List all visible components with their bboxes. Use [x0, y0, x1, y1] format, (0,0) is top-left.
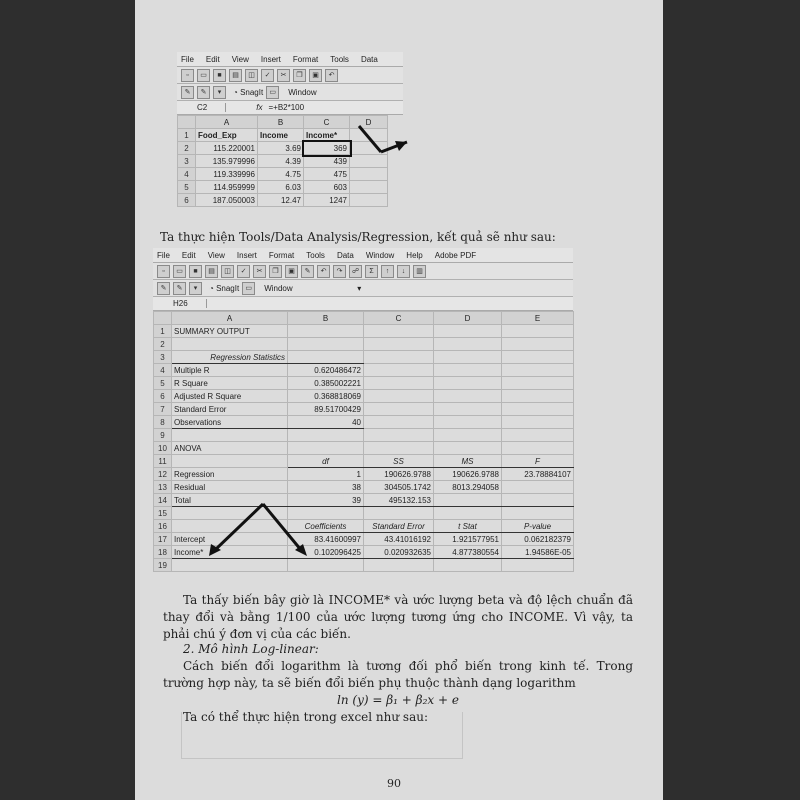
- menu-item-insert[interactable]: Insert: [260, 54, 281, 64]
- sort-asc-icon[interactable]: ↑: [381, 265, 394, 278]
- cell[interactable]: [288, 559, 364, 572]
- table-row: [154, 351, 574, 364]
- cell[interactable]: [434, 325, 502, 338]
- cell[interactable]: 39: [288, 494, 364, 507]
- menu-item-tools[interactable]: Tools: [306, 250, 325, 260]
- row-header[interactable]: 17: [154, 533, 172, 546]
- cell[interactable]: [502, 507, 574, 520]
- cell[interactable]: [502, 481, 574, 494]
- print-icon[interactable]: ▤: [205, 265, 218, 278]
- cell[interactable]: 6.03: [258, 181, 304, 194]
- cell[interactable]: [172, 559, 288, 572]
- menu-item-data[interactable]: Data: [360, 54, 378, 64]
- window-dropdown[interactable]: Window: [264, 283, 293, 293]
- cell[interactable]: [434, 351, 502, 364]
- chart-icon[interactable]: ▥: [413, 265, 426, 278]
- table-row: [154, 468, 574, 481]
- menu-item-view[interactable]: View: [207, 250, 225, 260]
- row-header[interactable]: 6: [154, 390, 172, 403]
- table-row: [154, 390, 574, 403]
- cell[interactable]: 4.75: [258, 168, 304, 181]
- cell[interactable]: MS: [434, 455, 502, 468]
- column-header[interactable]: [178, 116, 196, 129]
- column-header[interactable]: B: [288, 312, 364, 325]
- cell[interactable]: [288, 429, 364, 442]
- formula-input[interactable]: [207, 298, 573, 310]
- cell[interactable]: 603: [304, 181, 350, 194]
- menu-item-file[interactable]: File: [157, 250, 170, 260]
- row-header[interactable]: 19: [154, 559, 172, 572]
- cell[interactable]: Standard Error: [172, 403, 288, 416]
- cell[interactable]: t Stat: [434, 520, 502, 533]
- cell[interactable]: 40: [288, 416, 364, 429]
- formula-input[interactable]: =+B2*100: [268, 103, 305, 112]
- cell[interactable]: [172, 338, 288, 351]
- copy-icon[interactable]: ❐: [269, 265, 282, 278]
- screenshot-placeholder: [181, 712, 463, 759]
- arrow-annotation-2: [195, 500, 325, 560]
- fx-icon: fx: [256, 103, 263, 112]
- cell[interactable]: 3.69: [258, 142, 304, 155]
- cell[interactable]: [502, 338, 574, 351]
- cell[interactable]: [502, 325, 574, 338]
- cell[interactable]: [364, 403, 434, 416]
- cell[interactable]: [434, 559, 502, 572]
- row-header[interactable]: 11: [154, 455, 172, 468]
- open-icon[interactable]: ▭: [173, 265, 186, 278]
- row-header[interactable]: 1: [178, 129, 196, 142]
- cell[interactable]: [502, 429, 574, 442]
- cell[interactable]: 0.020932635: [364, 546, 434, 559]
- cell[interactable]: Adjusted R Square: [172, 390, 288, 403]
- column-header[interactable]: [154, 312, 172, 325]
- cell[interactable]: [364, 429, 434, 442]
- new-icon[interactable]: ▫: [157, 265, 170, 278]
- table-row: [154, 455, 574, 468]
- row-header[interactable]: 3: [154, 351, 172, 364]
- column-header[interactable]: C: [364, 312, 434, 325]
- cell[interactable]: 190626.9788: [364, 468, 434, 481]
- column-header[interactable]: A: [172, 312, 288, 325]
- cell[interactable]: [364, 338, 434, 351]
- column-header[interactable]: C: [304, 116, 350, 129]
- cell[interactable]: [502, 442, 574, 455]
- section-heading: 2. Mô hình Log-linear:: [183, 642, 319, 656]
- cell[interactable]: [434, 416, 502, 429]
- table-row: [154, 442, 574, 455]
- snagit-toolbar-2: [153, 280, 573, 297]
- menu-item-adobe-pdf[interactable]: Adobe PDF: [434, 250, 477, 260]
- cell[interactable]: 1247: [304, 194, 350, 207]
- row-header[interactable]: 14: [154, 494, 172, 507]
- paragraph-3: Ta có thể thực hiện trong excel như sau:: [183, 710, 429, 724]
- standard-toolbar: [177, 67, 403, 84]
- open-icon[interactable]: ▭: [197, 69, 210, 82]
- menu-item-edit[interactable]: Edit: [205, 54, 220, 64]
- cut-icon[interactable]: ✂: [253, 265, 266, 278]
- cell[interactable]: [502, 416, 574, 429]
- spell-icon[interactable]: ✓: [261, 69, 274, 82]
- formula-bar: [177, 101, 403, 115]
- formula-bar-2: [153, 297, 573, 311]
- cell[interactable]: Regression Statistics: [172, 351, 288, 364]
- snagit-button[interactable]: ◔ SnagIt: [233, 87, 264, 97]
- menu-item-data[interactable]: Data: [336, 250, 354, 260]
- cell[interactable]: 1.921577951: [434, 533, 502, 546]
- cell[interactable]: Intercept: [172, 533, 288, 546]
- cell[interactable]: 439: [304, 155, 350, 168]
- cell[interactable]: Income: [258, 129, 304, 142]
- cell[interactable]: [434, 364, 502, 377]
- row-header[interactable]: 15: [154, 507, 172, 520]
- row-header[interactable]: 4: [178, 168, 196, 181]
- row-header[interactable]: 13: [154, 481, 172, 494]
- equation: ln (y) = β₁ + β₂x + e: [337, 693, 459, 707]
- menu-item-file[interactable]: File: [181, 54, 194, 64]
- cell[interactable]: F: [502, 455, 574, 468]
- cell[interactable]: [172, 455, 288, 468]
- row-header[interactable]: 16: [154, 520, 172, 533]
- fill-icon[interactable]: ▾: [213, 86, 226, 99]
- cell[interactable]: [502, 364, 574, 377]
- preview-icon[interactable]: ◫: [221, 265, 234, 278]
- cell[interactable]: Regression: [172, 468, 288, 481]
- arrow-annotation-1: [355, 120, 415, 160]
- cell[interactable]: 0.620486472: [288, 364, 364, 377]
- cell[interactable]: Residual: [172, 481, 288, 494]
- fill-icon[interactable]: ▾: [189, 282, 202, 295]
- row-header[interactable]: 7: [154, 403, 172, 416]
- cell[interactable]: [350, 194, 388, 207]
- cell[interactable]: 114.959999: [196, 181, 258, 194]
- name-box[interactable]: C2: [177, 103, 226, 112]
- row-header[interactable]: 3: [178, 155, 196, 168]
- cell[interactable]: [434, 494, 502, 507]
- cell[interactable]: Food_Exp: [196, 129, 258, 142]
- cell[interactable]: [364, 442, 434, 455]
- cell[interactable]: 369: [304, 142, 350, 155]
- cell[interactable]: [364, 325, 434, 338]
- format-icon[interactable]: ✎: [173, 282, 186, 295]
- table-row: [178, 181, 388, 194]
- column-header[interactable]: B: [258, 116, 304, 129]
- row-header[interactable]: 1: [154, 325, 172, 338]
- cell[interactable]: 38: [288, 481, 364, 494]
- cell[interactable]: [502, 377, 574, 390]
- row-header[interactable]: 5: [178, 181, 196, 194]
- table-row: [154, 364, 574, 377]
- column-header[interactable]: A: [196, 116, 258, 129]
- row-header[interactable]: 12: [154, 468, 172, 481]
- cell[interactable]: [434, 390, 502, 403]
- cell[interactable]: [502, 351, 574, 364]
- cell[interactable]: 495132.153: [364, 494, 434, 507]
- cut-icon[interactable]: ✂: [277, 69, 290, 82]
- draw-icon[interactable]: ✎: [181, 86, 194, 99]
- table-row: [178, 194, 388, 207]
- cell[interactable]: [434, 403, 502, 416]
- cell[interactable]: 8013.294058: [434, 481, 502, 494]
- cell[interactable]: [364, 390, 434, 403]
- cell[interactable]: [364, 507, 434, 520]
- cell[interactable]: 89.51700429: [288, 403, 364, 416]
- table-row: [154, 416, 574, 429]
- save-icon[interactable]: ■: [189, 265, 202, 278]
- cell[interactable]: [288, 338, 364, 351]
- cell[interactable]: [172, 429, 288, 442]
- table-row: [154, 481, 574, 494]
- cell[interactable]: 23.78884107: [502, 468, 574, 481]
- cell[interactable]: [502, 390, 574, 403]
- paste-icon[interactable]: ▣: [309, 69, 322, 82]
- row-header[interactable]: 18: [154, 546, 172, 559]
- undo-icon[interactable]: ↶: [317, 265, 330, 278]
- new-icon[interactable]: ▫: [181, 69, 194, 82]
- table-row: [154, 403, 574, 416]
- cell[interactable]: 187.050003: [196, 194, 258, 207]
- menu-item-help[interactable]: Help: [406, 250, 423, 260]
- cell[interactable]: df: [288, 455, 364, 468]
- table-row: [178, 168, 388, 181]
- cell[interactable]: 12.47: [258, 194, 304, 207]
- regression-caption: Ta thực hiện Tools/Data Analysis/Regression, kết quả sẽ như sau:: [160, 230, 556, 244]
- cell[interactable]: Total: [172, 494, 288, 507]
- cell[interactable]: 135.979996: [196, 155, 258, 168]
- hyperlink-icon[interactable]: ☍: [349, 265, 362, 278]
- cell[interactable]: 0.368818069: [288, 390, 364, 403]
- menu-bar: [177, 52, 403, 67]
- cell[interactable]: Observations: [172, 416, 288, 429]
- row-header[interactable]: 10: [154, 442, 172, 455]
- cell[interactable]: [288, 325, 364, 338]
- table-row: [154, 325, 574, 338]
- cell[interactable]: [502, 403, 574, 416]
- page-number: 90: [387, 777, 401, 790]
- row-header[interactable]: 6: [178, 194, 196, 207]
- copy-icon[interactable]: ❐: [293, 69, 306, 82]
- cell[interactable]: [434, 429, 502, 442]
- menu-item-format[interactable]: Format: [268, 250, 295, 260]
- cell[interactable]: [350, 181, 388, 194]
- menu-item-view[interactable]: View: [231, 54, 249, 64]
- cell[interactable]: [288, 351, 364, 364]
- menu-item-window[interactable]: Window: [365, 250, 395, 260]
- table-row: [154, 338, 574, 351]
- menu-item-insert[interactable]: Insert: [236, 250, 257, 260]
- cell[interactable]: Coefficients: [288, 520, 364, 533]
- cell[interactable]: SS: [364, 455, 434, 468]
- cell[interactable]: 190626.9788: [434, 468, 502, 481]
- row-header[interactable]: 5: [154, 377, 172, 390]
- column-header[interactable]: E: [502, 312, 574, 325]
- preview-icon[interactable]: ◫: [245, 69, 258, 82]
- table-row: [154, 559, 574, 572]
- autosum-icon[interactable]: Σ: [365, 265, 378, 278]
- cell[interactable]: 4.39: [258, 155, 304, 168]
- chevron-down-icon[interactable]: ▾: [357, 283, 362, 293]
- row-header[interactable]: 8: [154, 416, 172, 429]
- cell[interactable]: [502, 559, 574, 572]
- cell[interactable]: 83.41600997: [288, 533, 364, 546]
- spell-icon[interactable]: ✓: [237, 265, 250, 278]
- paragraph-1: Ta thấy biến bây giờ là INCOME* và ước lượng beta và độ lệch chuẩn đã thay đổi và bằng 1/100 của ước lượng tương ứng cho INCOME. Vì vậy, ta phải chú ý đơn vị của các biến.: [163, 593, 633, 641]
- snagit-window-icon[interactable]: ▭: [242, 282, 255, 295]
- column-header[interactable]: D: [350, 116, 388, 129]
- cell[interactable]: [364, 364, 434, 377]
- row-header[interactable]: 9: [154, 429, 172, 442]
- cell[interactable]: 304505.1742: [364, 481, 434, 494]
- cell[interactable]: R Square: [172, 377, 288, 390]
- paragraph-2: Cách biến đổi logarithm là tương đối phổ biến trong kinh tế. Trong trường hợp này, ta sẽ biến đổi biến phụ thuộc thành dạng logarithm: [163, 659, 633, 690]
- cell[interactable]: 43.41016192: [364, 533, 434, 546]
- cell[interactable]: P-value: [502, 520, 574, 533]
- snagit-toolbar: [177, 84, 403, 101]
- standard-toolbar-2: [153, 263, 573, 280]
- column-header[interactable]: D: [434, 312, 502, 325]
- cell[interactable]: Multiple R: [172, 364, 288, 377]
- row-header[interactable]: 2: [178, 142, 196, 155]
- row-header[interactable]: 2: [154, 338, 172, 351]
- cell[interactable]: SUMMARY OUTPUT: [172, 325, 288, 338]
- cell[interactable]: [434, 507, 502, 520]
- cell[interactable]: [364, 351, 434, 364]
- cell[interactable]: 4.877380554: [434, 546, 502, 559]
- format-icon[interactable]: ✎: [197, 86, 210, 99]
- cell[interactable]: [364, 559, 434, 572]
- cell[interactable]: Income*: [172, 546, 288, 559]
- name-box[interactable]: H26: [153, 299, 207, 308]
- cell[interactable]: [434, 442, 502, 455]
- cell[interactable]: [364, 377, 434, 390]
- cell[interactable]: [350, 168, 388, 181]
- cell[interactable]: [502, 494, 574, 507]
- table-row: [154, 377, 574, 390]
- cell[interactable]: 475: [304, 168, 350, 181]
- cell[interactable]: 0.385002221: [288, 377, 364, 390]
- menu-item-format[interactable]: Format: [292, 54, 319, 64]
- cell[interactable]: 0.062182379: [502, 533, 574, 546]
- snagit-window-icon[interactable]: ▭: [266, 86, 279, 99]
- cell[interactable]: Standard Error: [364, 520, 434, 533]
- menu-item-edit[interactable]: Edit: [181, 250, 196, 260]
- print-icon[interactable]: ▤: [229, 69, 242, 82]
- row-header[interactable]: 4: [154, 364, 172, 377]
- cell[interactable]: 119.339996: [196, 168, 258, 181]
- redo-icon[interactable]: ↷: [333, 265, 346, 278]
- paste-icon[interactable]: ▣: [285, 265, 298, 278]
- sort-desc-icon[interactable]: ↓: [397, 265, 410, 278]
- cell[interactable]: Income*: [304, 129, 350, 142]
- window-dropdown[interactable]: Window: [288, 87, 317, 97]
- menu-item-tools[interactable]: Tools: [330, 54, 349, 64]
- format-painter-icon[interactable]: ✎: [301, 265, 314, 278]
- cell[interactable]: 115.220001: [196, 142, 258, 155]
- snagit-button[interactable]: ◔ SnagIt: [209, 283, 240, 293]
- cell[interactable]: [434, 377, 502, 390]
- cell[interactable]: ANOVA: [172, 442, 288, 455]
- cell[interactable]: 1: [288, 468, 364, 481]
- cell[interactable]: [288, 442, 364, 455]
- cell[interactable]: 1.94586E-05: [502, 546, 574, 559]
- cell[interactable]: [364, 416, 434, 429]
- table-row: [154, 429, 574, 442]
- undo-icon[interactable]: ↶: [325, 69, 338, 82]
- book-page: [135, 0, 663, 800]
- menu-bar-2: [153, 248, 573, 263]
- cell[interactable]: 0.102096425: [288, 546, 364, 559]
- cell[interactable]: [434, 338, 502, 351]
- save-icon[interactable]: ■: [213, 69, 226, 82]
- draw-icon[interactable]: ✎: [157, 282, 170, 295]
